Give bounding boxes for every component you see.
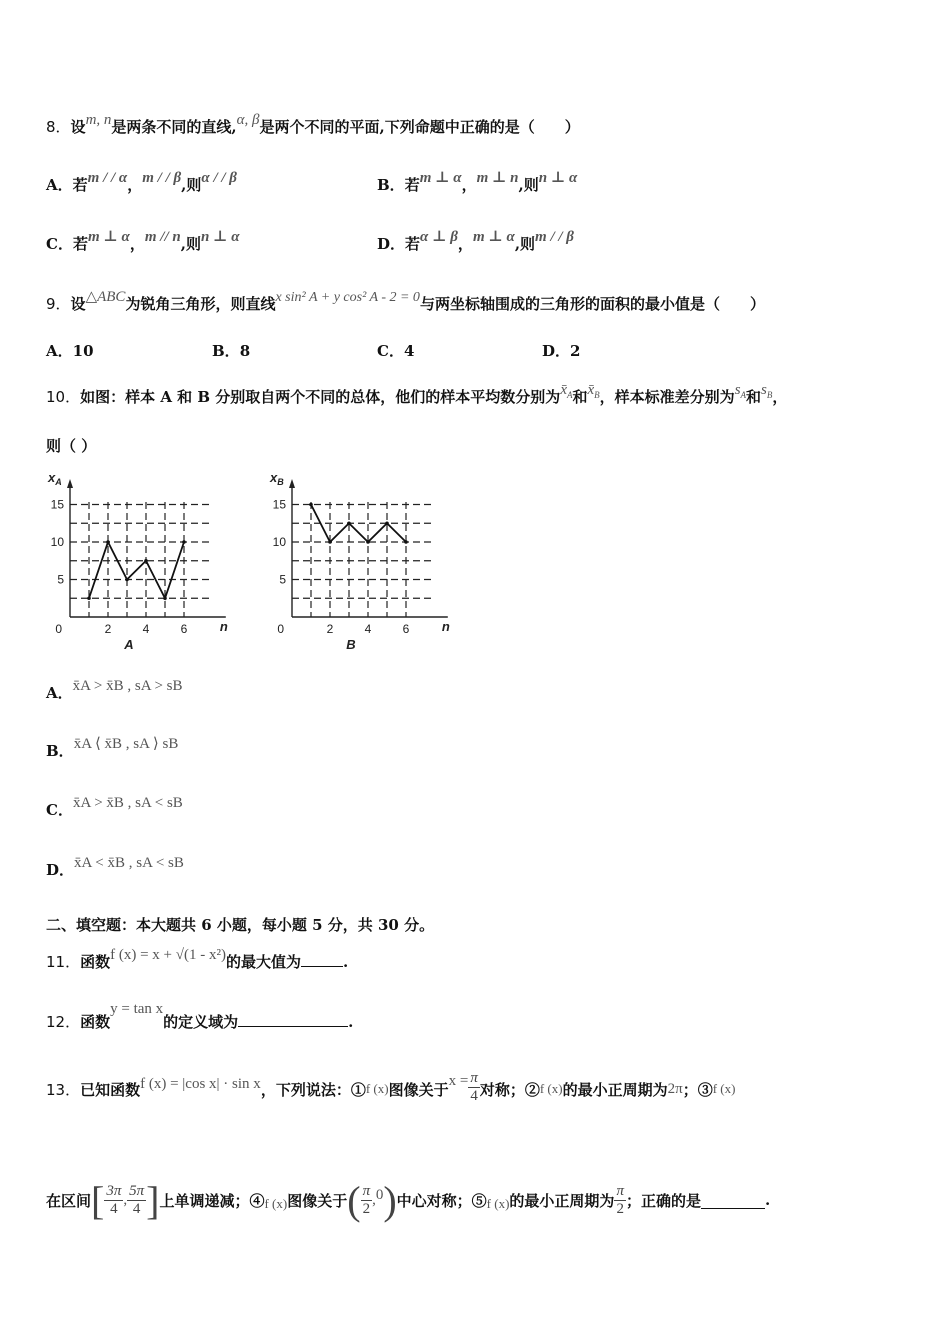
chart-b-data-point [366, 540, 370, 544]
chart-b-title: B [346, 637, 356, 652]
q8-stem: 8．设m, n是两条不同的直线,α, β是两个不同的平面,下列命题中正确的是（ ） [46, 112, 580, 136]
chart-b-xlabel: n [441, 619, 450, 634]
chart-b-xtick-label: 2 [326, 622, 334, 636]
chart-a-data-point [87, 596, 91, 600]
chart-b-data-point [385, 521, 389, 525]
chart-b-ylabel-sub: B [277, 477, 284, 487]
chart-b-data-point [328, 540, 332, 544]
chart-a-y-arrow [67, 479, 73, 488]
chart-a-data-point [182, 540, 186, 544]
chart-b-y-arrow [289, 479, 295, 488]
q9-option-a: A．10 [46, 342, 94, 360]
chart-b-data-point [309, 503, 313, 507]
q10-option-c: C．x̄A > x̄B , sA < sB [46, 795, 183, 819]
q12-number: 12． [46, 1013, 81, 1031]
q9-option-d: D．2 [542, 342, 581, 360]
chart-a-ytick-label: 5 [57, 572, 64, 587]
q13-number: 13． [46, 1080, 81, 1099]
q9-option-b: B．8 [212, 342, 251, 360]
chart-a-xtick-label: 4 [142, 622, 150, 636]
q10-stem: 10．如图：样本 A 和 B 分别取自两个不同的总体，他们的样本平均数分别为$x̄_A$和$x̄_B$，样本标准差分别为$s_A$和$s_B$， [46, 382, 788, 406]
chart-a-ytick-label: 10 [50, 535, 64, 549]
chart-a-data-point [125, 578, 129, 582]
q13-stem-line2: 在区间 [ $\frac{3\pi}{4}$ , $\frac{5\pi}{4}$ ] 上单调递减；④ f (x) 图像关于 ( $\frac{\pi}{2}$ , 0 ) 中心对称；⑤ f (x) 的最小正周期为 $\frac{\pi}{2}$ ；正确的是 . [46, 1177, 771, 1223]
chart-b-ylabel-main: x [270, 470, 278, 485]
q10-number: 10． [46, 388, 81, 406]
q13-stem-line1: 13． 已知函数 f (x) = |cos x| · sin x ，下列说法：① f (x) 图像关于 x = $\frac{\pi}{4}$ 对称；② f (x) 的最小正周期为 2π ；③ f (x) [46, 1069, 736, 1104]
chart-b-xtick-label: 4 [364, 622, 372, 636]
chart-a-xlabel: n [219, 619, 228, 634]
chart-a [40, 465, 240, 655]
chart-b-data-point [404, 540, 408, 544]
q13-answer-blank[interactable] [701, 1194, 765, 1209]
chart-a-data-point [144, 559, 148, 563]
q12-stem: 12．函数y = tan x的定义域为 . [46, 1001, 354, 1031]
chart-a-series-line [89, 542, 184, 598]
chart-a-ylabel-sub: A [55, 477, 62, 487]
q11-answer-blank[interactable] [301, 952, 343, 967]
q11-stem: 11．函数f (x) = x + √(1 - x²)的最大值为 . [46, 947, 349, 971]
q8-option-d: D．若α ⊥ β，m ⊥ α,则m / / β [377, 229, 574, 253]
chart-a-xtick-label: 6 [180, 622, 188, 636]
q9-stem: 9．设△ABC为锐角三角形，则直线x sin² A + y cos² A - 2 = 0与两坐标轴围成的三角形的面积的最小值是（ ） [46, 289, 765, 313]
q12-answer-blank[interactable] [238, 1012, 348, 1027]
chart-b-origin-label: 0 [277, 622, 284, 636]
q9-option-c: C．4 [377, 342, 415, 360]
chart-a-ytick-label: 15 [50, 497, 64, 512]
chart-b-ylabel [269, 470, 284, 487]
chart-a-data-point [106, 540, 110, 544]
chart-a-ylabel-main: x [48, 470, 56, 485]
chart-b-ytick-label: 15 [272, 497, 286, 512]
q11-number: 11． [46, 953, 81, 971]
chart-a-xtick-label: 2 [104, 622, 112, 636]
left-bracket: [ [91, 1177, 105, 1223]
chart-b-data-point [347, 521, 351, 525]
chart-b [262, 465, 462, 655]
right-bracket: ] [146, 1177, 160, 1223]
q9-number: 9． [46, 295, 71, 313]
q10-stem-tail: 则（ ） [46, 437, 97, 455]
q10-option-b: B．x̄A ⟨ x̄B , sA ⟩ sB [46, 736, 179, 760]
chart-a-title: A [124, 637, 134, 652]
chart-b-ytick-label: 10 [272, 535, 286, 549]
left-paren: ( [347, 1177, 361, 1223]
section-2-title: 二、填空题：本大题共 6 小题，每小题 5 分，共 30 分。 [46, 916, 435, 934]
q8-option-b: B．若m ⊥ α，m ⊥ n,则n ⊥ α [377, 170, 578, 194]
q8-option-a: A．若m / / α，m / / β,则α / / β [46, 170, 237, 194]
chart-b-ytick-label: 5 [279, 572, 286, 587]
right-paren: ) [383, 1177, 397, 1223]
q10-option-d: D．x̄A < x̄B , sA < sB [46, 855, 184, 879]
q10-option-a: A．x̄A > x̄B , sA > sB [46, 678, 183, 702]
q8-option-c: C．若m ⊥ α，m // n,则n ⊥ α [46, 229, 240, 253]
chart-a-ylabel [47, 470, 62, 487]
q8-number: 8． [46, 118, 71, 136]
chart-a-origin-label: 0 [55, 622, 62, 636]
chart-b-xtick-label: 6 [402, 622, 410, 636]
chart-a-data-point [163, 596, 167, 600]
